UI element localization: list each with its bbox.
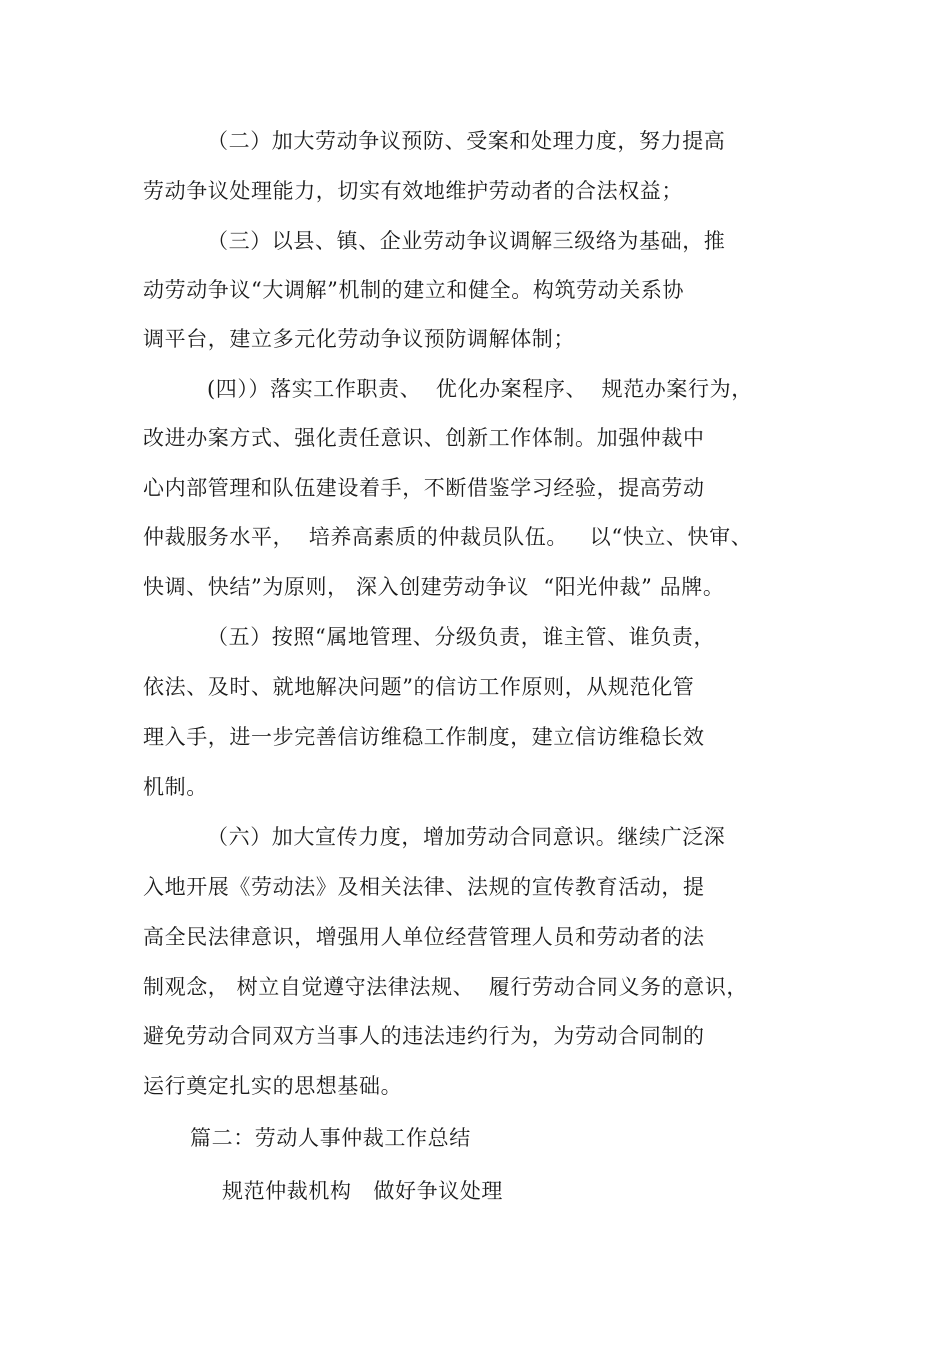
- text-line: 动劳动争议“大调解”机制的建立和健全。构筑劳动关系协: [143, 278, 685, 302]
- text-line: 心内部管理和队伍建设着手，不断借鉴学习经验，提高劳动: [143, 476, 705, 500]
- text-line: （六）加大宣传力度，增加劳动合同意识。继续广泛深: [207, 825, 726, 849]
- text-line: 机制。: [143, 775, 208, 799]
- text-line: 依法、及时、就地解决问题”的信访工作原则，从规范化管: [143, 675, 695, 699]
- text-line: 仲裁服务水平， 培养高素质的仲裁员队伍。 以“快立、快审、: [143, 525, 753, 549]
- text-line: （二）加大劳动争议预防、受案和处理力度，努力提高: [207, 129, 726, 153]
- text-line: 调平台，建立多元化劳动争议预防调解体制；: [143, 327, 575, 351]
- text-line: 改进办案方式、强化责任意识、创新工作体制。加强仲裁中: [143, 426, 705, 450]
- section-subheading: 规范仲裁机构 做好争议处理: [222, 1179, 504, 1203]
- text-line: 快调、快结”为原则， 深入创建劳动争议 “阳光仲裁” 品牌。: [143, 575, 725, 599]
- text-line: 避免劳动合同双方当事人的违法违约行为，为劳动合同制的: [143, 1024, 705, 1048]
- text-line: （五）按照“属地管理、分级负责，谁主管、谁负责，: [207, 625, 716, 649]
- text-line: 运行奠定扎实的思想基础。: [143, 1074, 403, 1098]
- text-line: 入地开展《劳动法》及相关法律、法规的宣传教育活动，提: [143, 875, 705, 899]
- section-heading: 篇二：劳动人事仲裁工作总结: [190, 1126, 471, 1150]
- text-line: (四））落实工作职责、 优化办案程序、 规范办案行为，: [207, 377, 753, 401]
- text-line: （三）以县、镇、企业劳动争议调解三级络为基础，推: [207, 229, 726, 253]
- text-line: 制观念， 树立自觉遵守法律法规、 履行劳动合同义务的意识，: [143, 975, 749, 999]
- text-line: 劳动争议处理能力，切实有效地维护劳动者的合法权益；: [143, 179, 683, 203]
- text-line: 高全民法律意识，增强用人单位经营管理人员和劳动者的法: [143, 925, 705, 949]
- text-line: 理入手，进一步完善信访维稳工作制度，建立信访维稳长效: [143, 725, 705, 749]
